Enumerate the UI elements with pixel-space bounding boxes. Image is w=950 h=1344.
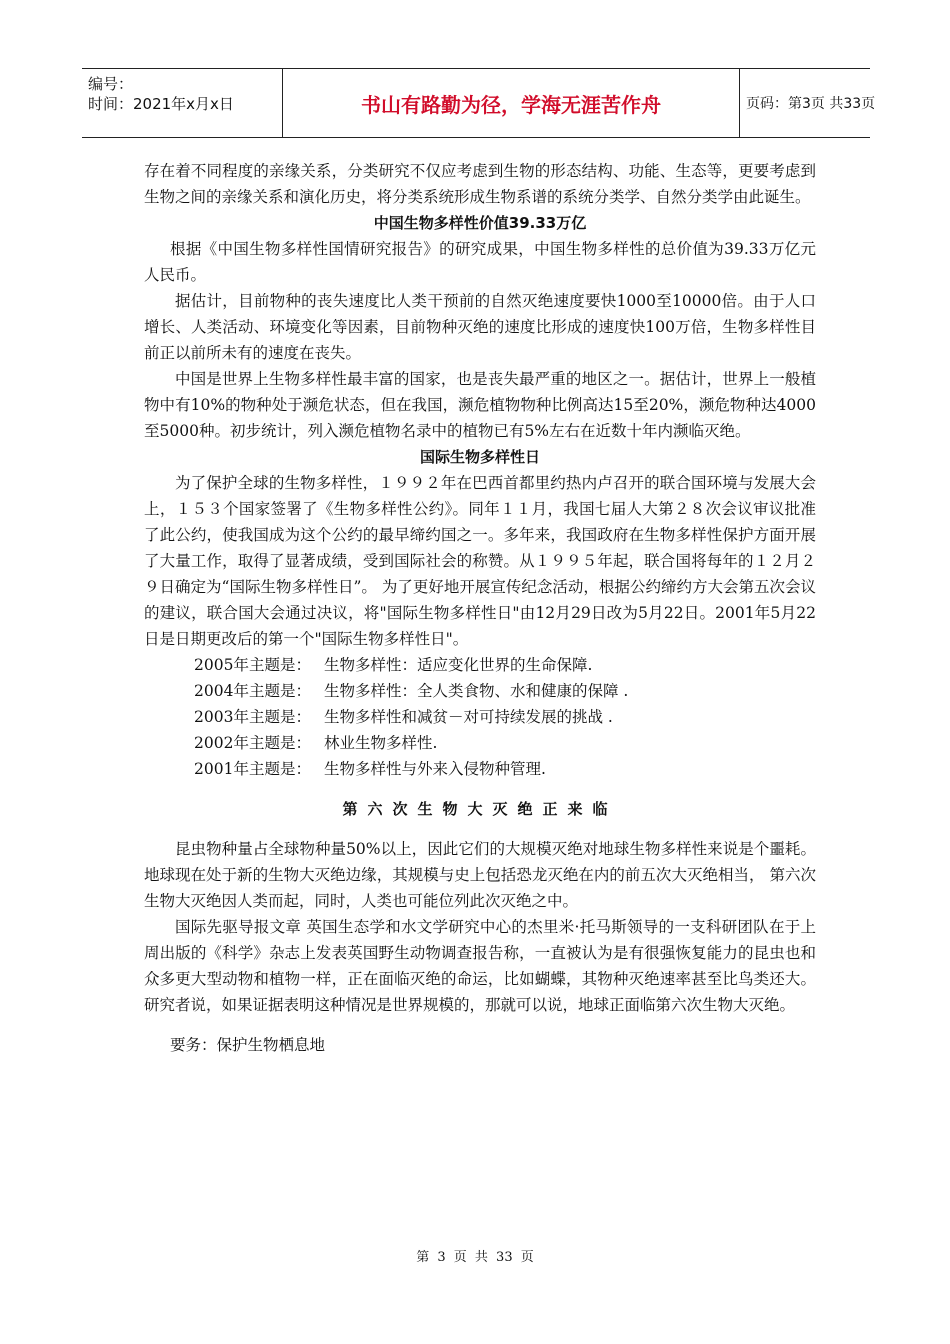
theme-year: 2004年主题是：	[194, 682, 311, 700]
header-meta	[82, 69, 282, 137]
annual-themes-list	[144, 652, 816, 782]
page-header	[82, 68, 876, 138]
theme-text: 林业生物多样性.	[324, 734, 438, 752]
paragraph-biodiversity-day: 为了保护全球的生物多样性，１９９２年在巴西首都里约热内卢召开的联合国环境与发展大会上，１５３个国家签署了《生物多样性公约》。同年１１月，我国七届人大第２８次会议审议批准了此公约，使我国成为这个公约的最早缔约国之一。多年来，我国政府在生物多样性保护方面开展了大量工作，取得了显著成绩，受到国际社会的称赞。从１９９５年起，联合国将每年的１２月２９日确定为“国际生物多样性日”。 为了更好地开展宣传纪念活动，根据公约缔约方大会第五次会议的建议，联合国大会通过决议，将"国际生物多样性日"由12月29日改为5月22日。2001年5月22日是日期更改后的第一个"国际生物多样性日"。	[144, 474, 816, 648]
theme-item	[144, 678, 816, 704]
theme-item	[144, 652, 816, 678]
paragraph-loss-rate: 据估计，目前物种的丧失速度比人类干预前的自然灭绝速度要快1000至10000倍。由于人口增长、人类活动、环境变化等因素，目前物种灭绝的速度比形成的速度快100万倍，生物多样性目前正以前所未有的速度在丧失。	[144, 292, 816, 362]
theme-text: 生物多样性与外来入侵物种管理.	[324, 760, 546, 778]
theme-year: 2005年主题是：	[194, 656, 311, 674]
theme-text: 生物多样性和减贫－对可持续发展的挑战 .	[324, 708, 613, 726]
header-slogan-cell	[282, 69, 740, 137]
theme-year: 2003年主题是：	[194, 708, 311, 726]
theme-item	[144, 704, 816, 730]
document-date: 时间：2021年x月x日	[88, 95, 234, 113]
theme-text: 生物多样性：适应变化世界的生命保障.	[324, 656, 593, 674]
section-heading-value: 中国生物多样性价值39.33万亿	[373, 214, 587, 232]
theme-year: 2002年主题是：	[194, 734, 311, 752]
paragraph-classification: 存在着不同程度的亲缘关系，分类研究不仅应考虑到生物的形态结构、功能、生态等，更要考虑到生物之间的亲缘关系和演化历史，将分类系统形成生物系谱的系统分类学、自然分类学由此诞生。	[144, 162, 816, 206]
section-heading-sixth-extinction: 第六次生物大灭绝正来临	[342, 800, 618, 818]
theme-item	[144, 756, 816, 782]
theme-item	[144, 730, 816, 756]
page-footer: 第 3 页 共 33 页	[416, 1250, 534, 1265]
paragraph-china-endangered: 中国是世界上生物多样性最丰富的国家，也是丧失最严重的地区之一。据估计，世界上一般植物中有10%的物种处于濒危状态，但在我国，濒危植物物种比例高达15至20%，濒危物种达4000至5000种。初步统计，列入濒危植物名录中的植物已有5%左右在近数十年内濒临灭绝。	[144, 370, 816, 440]
document-number-label: 编号：	[88, 75, 134, 93]
header-slogan: 书山有路勤为径，学海无涯苦作舟	[361, 92, 661, 117]
paragraph-insect-extinction: 昆虫物种量占全球物种量50%以上，因此它们的大规模灭绝对地球生物多样性来说是个噩耗。地球现在处于新的生物大灭绝边缘，其规模与史上包括恐龙灭绝在内的前五次大灭绝相当， 第六次生物大灭绝因人类而起，同时，人类也可能位列此次灭绝之中。	[144, 840, 816, 910]
section-heading-biodiversity-day: 国际生物多样性日	[419, 448, 540, 466]
theme-year: 2001年主题是：	[194, 760, 311, 778]
theme-text: 生物多样性：全人类食物、水和健康的保障 .	[324, 682, 629, 700]
paragraph-research-report: 国际先驱导报文章 英国生态学和水文学研究中心的杰里米·托马斯领导的一支科研团队在于上周出版的《科学》杂志上发表英国野生动物调查报告称，一直被认为是有很强恢复能力的昆虫也和众多更大型动物和植物一样，正在面临灭绝的命运，比如蝴蝶，其物种灭绝速率甚至比鸟类还大。研究者说，如果证据表明这种情况是世界规模的，那就可以说，地球正面临第六次生物大灭绝。	[144, 918, 816, 1014]
header-page-info: 页码：第3页 共33页	[746, 96, 876, 112]
document-body	[144, 158, 816, 1058]
paragraph-total-value: 根据《中国生物多样性国情研究报告》的研究成果，中国生物多样性的总价值为39.33万亿元人民币。	[144, 240, 816, 284]
paragraph-priority: 要务：保护生物栖息地	[170, 1036, 326, 1054]
